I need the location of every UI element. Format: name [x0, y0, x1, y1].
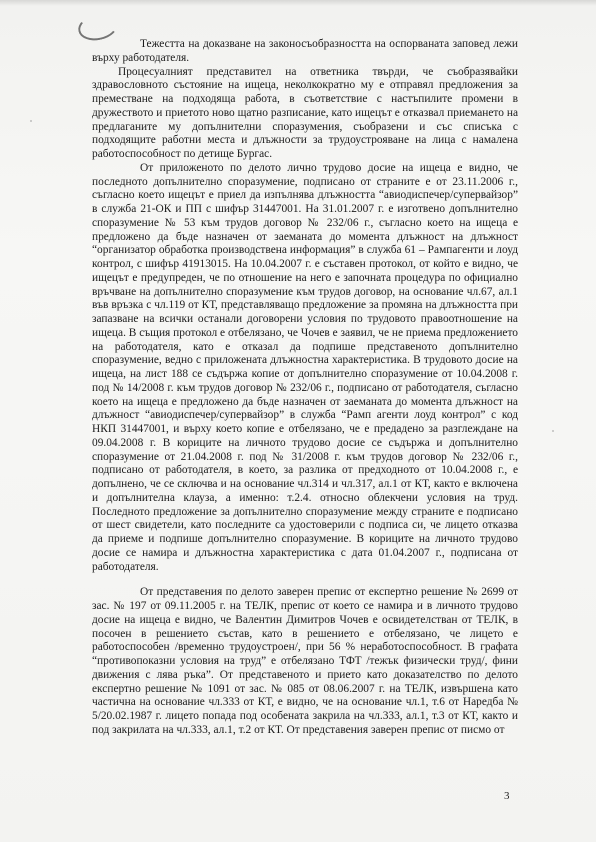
document-body [92, 38, 518, 738]
paragraph-defendant-claim: Процесуалният представител на ответника твърди, че съобразявайки здравословното състояние на ищеца, неколкократно му е отправял предложения за преместване на подходяща работа, в съответствие с настъпилите промени в дружеството и приетото ново щатно разписание, като ищецът е отказвал приемането на предлаганите му допълнителни споразумения, съобразени и със списъка с подходящите работни места и длъжности за трудоустрояване на лица с намалена работоспособност по детище Бургас. [92, 65, 518, 160]
scan-speck [552, 430, 554, 432]
scan-edge [0, 0, 596, 6]
paragraph-telk-decision: От представения по делото заверен препис от експертно решение № 2699 от зас. № 197 от 09.11.2005 г. на ТЕЛК, препис от което се намира и в личното трудово досие на ищеца е видно, че Валентин Димитров Чочев е освидетелстван от ТЕЛК, в посочен в решението състав, като в решението е отбелязано, че лицето е работоспособен /временно трудоустроен/, при 56 % неработоспособност. В графата “противопоказни условия на труд” е отбелязано ТФТ /тежък физически труд/, фини движения с лява ръка”. От представеното и прието като доказателство по делото експертно решение № 1091 от зас. № 085 от 08.06.2007 г. на ТЕЛК, извършена като частична на основание чл.333 от КТ, е видно, че на основание чл.1, т.6 от Наредба № 5/20.02.1987 г. лицето попада под особената закрила на чл.333, ал.1, т.3 от КТ, както и под закрилата на чл.333, ал.1, т.2 от КТ. От представения заверен препис от писмо от [92, 586, 518, 736]
page-number: 3 [504, 790, 510, 802]
scan-speck [30, 120, 32, 122]
paragraph-labour-file: От приложеното по делото лично трудово досие на ищеца е видно, че последното допълнително споразумение, подписано от страните е от 23.11.2006 г., съгласно което ищецът е приел да изпълнява длъжността “авиодиспечер/супервайзор” в служба 21-ОК и ПП с шифър 31447001. На 31.01.2007 г. е изготвено допълнително споразумение № 53 към трудов договор № 232/06 г., съгласно което на ищеца е предложено да бъде назначен от заеманата до момента длъжност на длъжност “организатор обработка производствена информация” в служба 61 – Рампагенти и лоуд контрол, с шифър 41913015. На 10.04.2007 г. е съставен протокол, от който е видно, че ищецът е предупреден, че по отношение на него е започната процедура по официално връчване на допълнително споразумение към трудов договор, на основание чл.67, ал.1 във връзка с чл.119 от КТ, представляващо предложение за промяна на длъжността при запазване на всички останали договорени условия по трудовото правоотношение на ищеца. В същия протокол е отбелязано, че Чочев е заявил, че не приема предложението на работодателя, като е отказал да подпише представеното допълнително споразумение, ведно с приложената длъжностна характеристика. В трудовото досие на ищеца, на лист 188 се съдържа копие от допълнително споразумение от 10.04.2008 г. под № 14/2008 г. към трудов договор № 232/06 г., подписано от работодателя, съгласно което на ищеца е предложено да бъде назначен от заеманата до момента длъжност на длъжност “авиодиспечер/супервайзор” в служба “Рамп агенти лоуд контрол” с код НКП 31447001, и върху което копие е отбелязано, че е предадено за разглеждане на 09.04.2008 г. В кориците на личното трудово досие се съдържа и допълнително споразумение от 21.04.2008 г. под № 31/2008 г. към трудов договор № 232/06 г., подписано от работодателя, в което, за разлика от предходното от 10.04.2008 г., е допълнено, че се сключва и на основание чл.314 и чл.317, ал.1 от КТ, както е включена и допълнителна клауза, а именно: т.2.4. относно облекчени условия на труд. Последното предложение за допълнително споразумение между страните е подписано от шест свидетели, като последните са удостоверили с подписа си, че лицето отказва да приеме и подпише допълнително споразумение. В кориците на личното трудово досие се намира и длъжностна характеристика с дата 01.04.2007 г., подписана от работодателя. [92, 161, 518, 573]
paragraph-burden-of-proof: Тежестта на доказване на законосъобразността на оспорваната заповед лежи върху работодателя. [92, 38, 518, 64]
